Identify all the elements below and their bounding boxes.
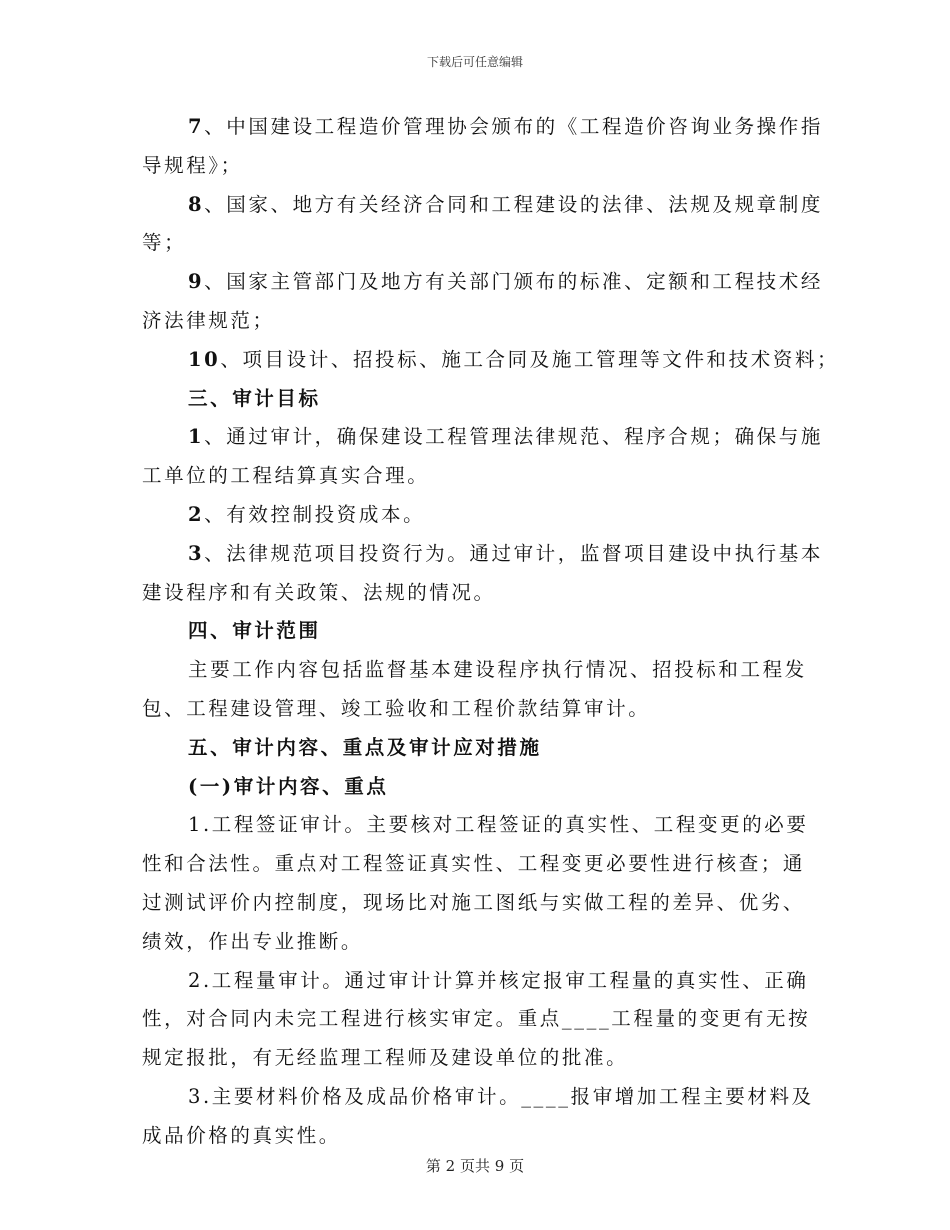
line: 、国家主管部门及地方有关部门颁布的标准、定额和工程技术经 — [204, 270, 823, 294]
line: 济法律规范； — [142, 308, 275, 332]
line: 、有效控制投资成本。 — [204, 502, 426, 526]
paragraph-audit-3 — [142, 1078, 812, 1156]
paragraph-scope — [142, 651, 812, 729]
item-number: 8 — [188, 192, 205, 216]
line: 主要工作内容包括监督基本建设程序执行情况、招投标和工程发 — [188, 658, 807, 682]
line: 2.工程量审计。通过审计计算并核定报审工程量的真实性、正确 — [188, 968, 809, 992]
line: 绩效，作出专业推断。 — [142, 929, 364, 953]
section-heading: 五、审计内容、重点及审计应对措施 — [188, 735, 542, 759]
paragraph-goal-3 — [142, 535, 823, 613]
line: 建设程序和有关政策、法规的情况。 — [142, 580, 496, 604]
paragraph-audit-2 — [142, 962, 812, 1078]
line: 包、工程建设管理、竣工验收和工程价款结算审计。 — [142, 696, 651, 720]
item-number: 7 — [188, 115, 205, 138]
document-body — [142, 108, 840, 1156]
line: 、项目设计、招投标、施工合同及施工管理等文件和技术资料； — [220, 347, 840, 371]
line: 、通过审计，确保建设工程管理法律规范、程序合规；确保与施 — [204, 425, 823, 449]
line: 、法律规范项目投资行为。通过审计，监督项目建设中执行基本 — [204, 541, 823, 565]
paragraph-8 — [142, 186, 823, 264]
section-heading: 三、审计目标 — [188, 386, 321, 410]
paragraph-10 — [142, 341, 840, 380]
page-header: 下载后可任意编辑 — [426, 55, 523, 69]
line: 性和合法性。重点对工程签证真实性、工程变更必要性进行核查；通 — [142, 852, 806, 876]
paragraph-7 — [142, 108, 823, 186]
item-number: 3 — [188, 541, 205, 565]
line: 成品价格的真实性。 — [142, 1123, 341, 1147]
item-number: 9 — [188, 270, 205, 294]
paragraph-audit-1 — [142, 806, 812, 961]
section-heading: 四、审计范围 — [188, 619, 321, 643]
line: 性，对合同内未完工程进行核实审定。重点____工程量的变更有无按 — [142, 1007, 811, 1031]
item-number: 1 — [188, 425, 205, 449]
line: 、国家、地方有关经济合同和工程建设的法律、法规及规章制度 — [204, 192, 823, 216]
line: 导规程》； — [142, 153, 243, 177]
line: 1.工程签证审计。主要核对工程签证的真实性、工程变更的必要 — [188, 813, 809, 837]
subsection-heading: (一)审计内容、重点 — [188, 774, 389, 798]
line: 3.主要材料价格及成品价格审计。____报审增加工程主要材料及 — [188, 1084, 814, 1108]
item-number: 2 — [188, 502, 205, 526]
line: 过测试评价内控制度，现场比对施工图纸与实做工程的差异、优劣、 — [142, 890, 806, 914]
paragraph-goal-2 — [142, 496, 812, 535]
line: 等； — [142, 231, 187, 255]
item-number: 10 — [188, 347, 221, 371]
line: 、中国建设工程造价管理协会颁布的《工程造价咨询业务操作指 — [204, 115, 823, 138]
line: 规定报批，有无经监理工程师及建设单位的批准。 — [142, 1046, 629, 1070]
paragraph-9 — [142, 263, 823, 341]
page-footer: 第 2 页共 9 页 — [425, 1157, 525, 1175]
line: 工单位的工程结算真实合理。 — [142, 464, 430, 488]
paragraph-goal-1 — [142, 418, 823, 496]
